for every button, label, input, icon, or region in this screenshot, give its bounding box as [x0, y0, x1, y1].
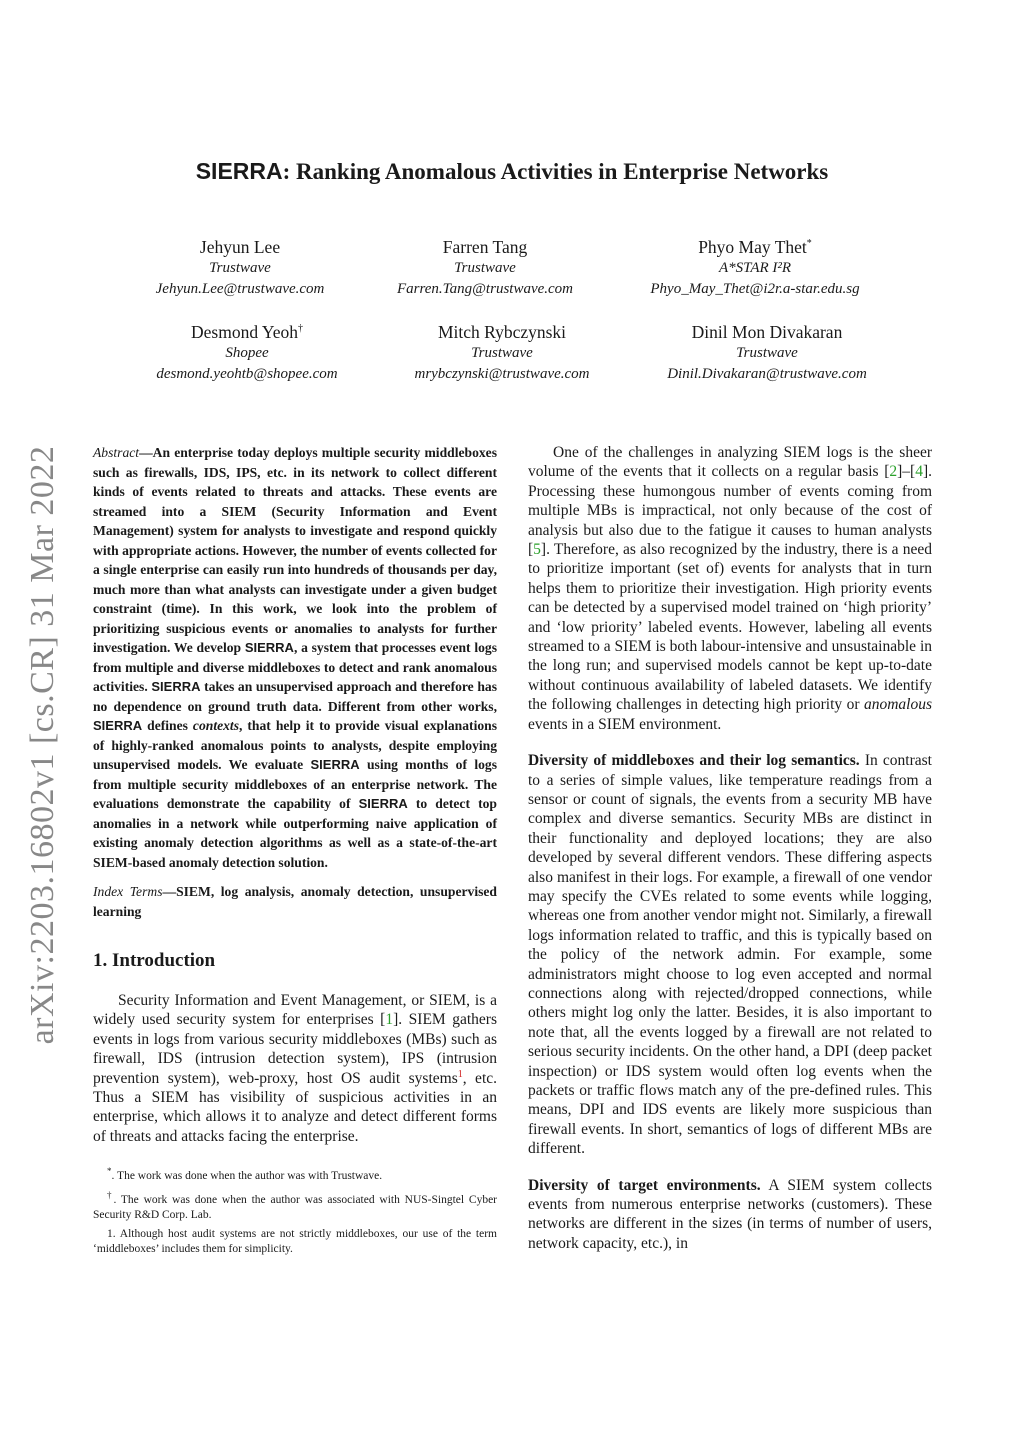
- author-affiliation: Trustwave: [209, 259, 271, 276]
- paper-title: [0, 158, 1024, 185]
- author-email: Farren.Tang@trustwave.com: [396, 280, 574, 297]
- author-email: Phyo_May_Thet@i2r.a-star.edu.sg: [650, 280, 860, 297]
- paragraph-heading: Diversity of target environments.: [528, 1176, 761, 1194]
- index-terms: Index Terms—SIEM, log analysis, anomaly detection, unsupervised learning: [93, 884, 497, 919]
- footnote: *. The work was done when the author was with Trustwave.: [107, 1166, 383, 1183]
- author-block: [362, 318, 642, 385]
- author-email: mrybczynski@trustwave.com: [414, 365, 590, 382]
- author-block: [345, 233, 625, 300]
- author-name: Mitch Rybczynski: [437, 321, 567, 342]
- author-name: Jehyun Lee: [199, 236, 281, 257]
- author-affiliation: Trustwave: [736, 344, 798, 361]
- citation-link[interactable]: 5: [533, 541, 541, 559]
- author-email: desmond.yeohtb@shopee.com: [156, 365, 338, 382]
- citation-link[interactable]: 4: [915, 463, 923, 481]
- title-rest: : Ranking Anomalous Activities in Enterprise Networks: [282, 159, 829, 184]
- author-email: Dinil.Divakaran@trustwave.com: [667, 365, 867, 382]
- body-paragraph: Diversity of target environments. A SIEM system collects events from numerous enterprise networks (customers). These networks are different in the sizes (in terms of number of users, network capacity, etc.), in: [528, 1176, 932, 1252]
- footnote: †. The work was done when the author was associated with NUS-Singtel Cyber Security R&D Corp. Lab.: [93, 1190, 497, 1221]
- body-paragraph: One of the challenges in analyzing SIEM logs is the sheer volume of the events that it collects on a regular basis [2]–[4]. Processing these humongous number of events coming from multiple MBs is impractical, not only because of the cost of analysis but also due to the fatigue it causes to human analysts [5]. Therefore, as also recognized by the industry, there is a need to prioritize important (set of) events for analysts that in turn helps them to prioritize their investigation. High priority events can be detected by a supervised model trained on ‘high priority’ and ‘low priority’ labeled events. However, labeling all events streamed to a SIEM is both labour-intensive and unsustainable in the long run; and supervised models cannot be kept up-to-date without continuous availability of labeled datasets. We identify the following challenges in detecting high priority or anomalous events in a SIEM environment.: [528, 444, 932, 733]
- author-affiliation: Trustwave: [454, 259, 516, 276]
- author-affiliation: Shopee: [225, 344, 269, 361]
- author-name: Farren Tang: [442, 236, 528, 257]
- author-name: Desmond Yeoh†: [191, 321, 303, 342]
- paragraph-heading: Diversity of middleboxes and their log semantics.: [528, 752, 860, 770]
- intro-paragraph: Security Information and Event Management, or SIEM, is a widely used security system for enterprises [1]. SIEM gathers events in logs from various security middleboxes (MBs) such as firewall, IDS (intrusion detection system), IPS (intrusion prevention system), web-proxy, host OS audit systems$^1$, etc. Thus a SIEM has visibility of suspicious activities in an enterprise, which allows it to analyze and detect different forms of threats and attacks facing the enterprise.: [93, 992, 498, 1145]
- footnote: 1. Although host audit systems are not strictly middleboxes, our use of the term ‘middleboxes’ includes them for simplicity.: [93, 1227, 497, 1255]
- arxiv-identifier-stamp: arXiv:2203.16802v1 [cs.CR] 31 Mar 2022: [24, 445, 61, 1045]
- author-block: [615, 233, 895, 300]
- title-system-name: SIERRA: [195, 158, 283, 184]
- author-affiliation: Trustwave: [471, 344, 533, 361]
- author-affiliation: A*STAR I²R: [718, 259, 792, 276]
- left-column: [93, 443, 497, 1261]
- body-paragraph: Diversity of middleboxes and their log semantics. In contrast to a series of simple values, like temperature readings from a sensor or count of signals, the events from a security MB have complex and diverse semantics. Security MBs are distinct in their functionality and deployed locations; they are also developed by several different vendors. These differing aspects also manifest in their logs. For example, a firewall of one vendor may specify the CVEs related to some events while logging, whereas one from another vendor might not. Similarly, a firewall logs information related to traffic, and this is typically based on the policy of the network admin. For example, some administrators might choose to log even accepted and normal connections along with rejected/dropped connections, while others might log only the latter. Besides, it is also important to note that, all the events logged by a firewall are not related to serious security incidents. On the other hand, a DPI (deep packet inspection) or IDS system would often log events when the packets or traffic flows match any of the pre-defined rules. This means, DPI and IDS events are likely more suspicious than firewall events. In short, semantics of logs of different MBs are different.: [528, 752, 932, 1158]
- author-block: [107, 318, 387, 385]
- right-column: [528, 443, 932, 1253]
- author-name: Dinil Mon Divakaran: [691, 321, 843, 342]
- section-heading-introduction: 1. Introduction: [93, 950, 216, 971]
- author-block: [627, 318, 907, 385]
- footnote-link[interactable]: 1: [457, 1068, 463, 1080]
- citation-link[interactable]: 1: [385, 1011, 394, 1029]
- citation-link[interactable]: 2: [889, 463, 898, 481]
- author-block: [100, 233, 380, 300]
- abstract: Abstract—An enterprise today deploys multiple security middleboxes such as firewalls, IDS, IPS, etc. in its network to collect different kinds of events related to threats and attacks. These events are streamed into a SIEM (Security Information and Event Management) system for analysts to investigate and respond quickly with appropriate actions. However, the number of events collected for a single enterprise can easily run into hundreds of thousands per day, much more than what analysts can investigate under a given budget constraint (time). In this work, we look into the problem of prioritizing suspicious events or anomalies to analysts for further investigation. We develop SIERRA, a system that processes event logs from multiple and diverse middleboxes to detect and rank anomalous activities. SIERRA takes an unsupervised approach and therefore has no dependence on ground truth data. Different from other works, SIERRA defines contexts, that help it to provide visual explanations of highly-ranked anomalous points to analysts, despite employing unsupervised models. We evaluate SIERRA using months of logs from multiple security middleboxes of an enterprise network. The evaluations demonstrate the capability of SIERRA to detect top anomalies in a network while outperforming naive application of existing anomaly detection algorithms as well as a state-of-the-art SIEM-based anomaly detection solution.: [93, 445, 497, 870]
- author-name: Phyo May Thet*: [698, 236, 812, 257]
- footnotes: [93, 1164, 497, 1257]
- author-email: Jehyun.Lee@trustwave.com: [155, 280, 325, 297]
